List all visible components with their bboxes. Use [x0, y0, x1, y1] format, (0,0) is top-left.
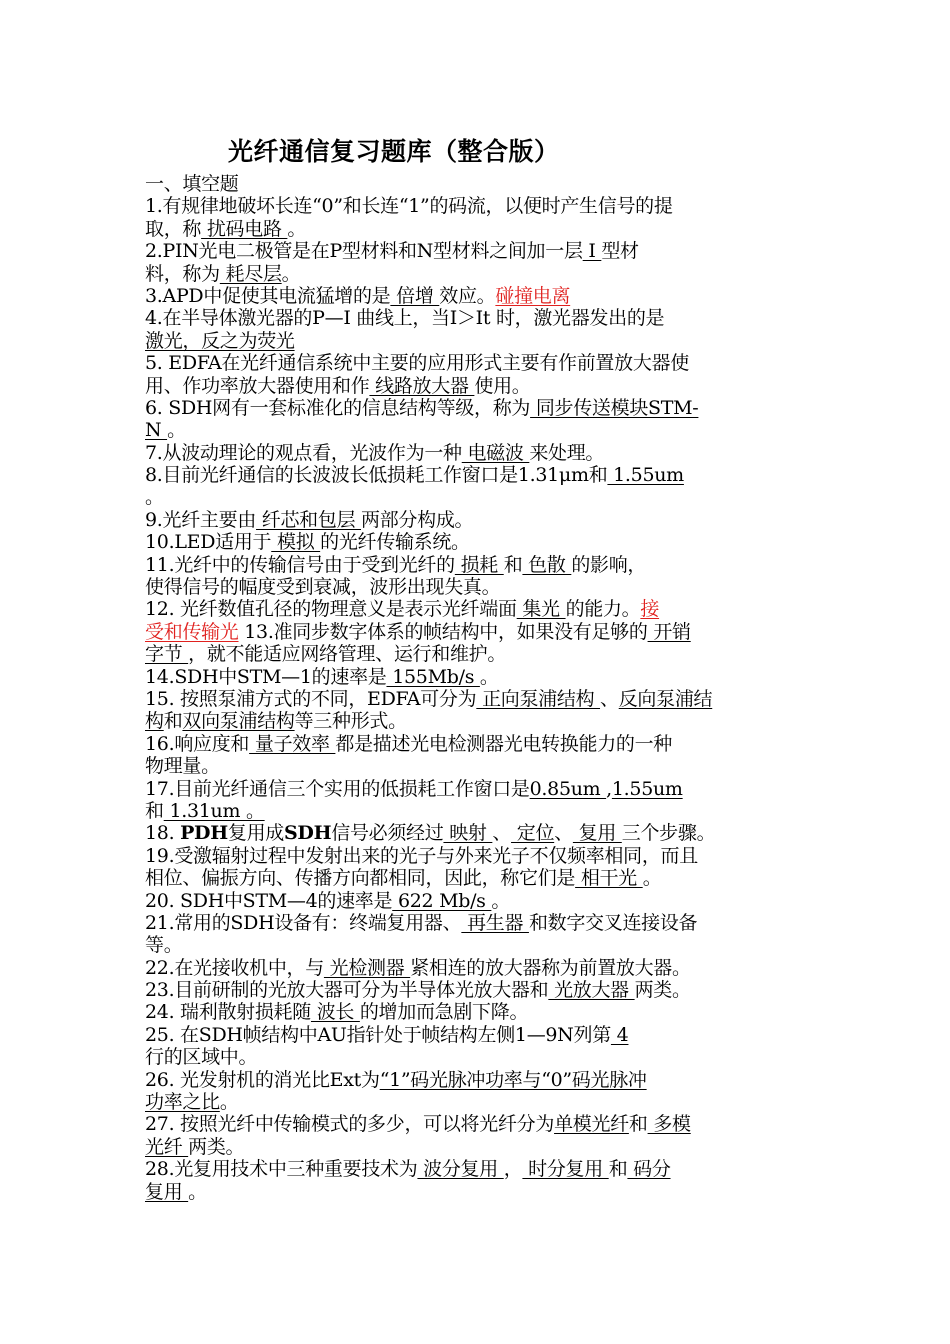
- question-text: 14.SDH中STM—1的速率是: [145, 665, 387, 688]
- question-text: 15. 按照泵浦方式的不同，EDFA可分为: [145, 687, 477, 710]
- answer-blank: N: [145, 419, 168, 442]
- answer-blank: 4: [610, 1023, 629, 1046]
- answer-blank: 单模光纤: [554, 1113, 629, 1136]
- question-text: 复用成: [227, 822, 284, 845]
- question-18: [145, 822, 813, 844]
- answer-blank: 定位: [511, 822, 555, 845]
- question-text: 料，称为: [145, 262, 220, 285]
- question-2-line-2: [145, 263, 813, 285]
- answer-blank: 扰码电路: [201, 217, 288, 240]
- question-text: 。: [188, 1180, 207, 1203]
- question-9: [145, 509, 813, 531]
- question-text: 三个步骤。: [621, 822, 716, 845]
- question-15-line-2: [145, 710, 813, 732]
- answer-blank: “1”码光脉冲功率与“0”码光脉冲: [379, 1068, 647, 1091]
- answer-blank: 反向泵浦结: [618, 687, 713, 710]
- answer-blank: 损耗: [454, 553, 504, 576]
- question-text: 1.有规律地破坏长连“0”和长连“1”的码流，以便时产生信号的提: [145, 195, 673, 218]
- question-1-line-2: [145, 218, 813, 240]
- answer-blank: 线路放大器: [369, 374, 475, 397]
- question-text: 6. SDH网有一套标准化的信息结构等级，称为: [145, 396, 531, 419]
- answer-blank: 622 Mb/s: [392, 889, 492, 912]
- question-text: 的能力。: [565, 598, 641, 621]
- answer-blank: 色散: [522, 553, 572, 576]
- question-text: 22.在光接收机中，与: [145, 956, 324, 979]
- question-26-line-1: [145, 1069, 813, 1091]
- question-1-line-1: [145, 195, 813, 217]
- answer-blank: 0.85um: [529, 777, 607, 800]
- question-text: 两类。: [188, 1135, 245, 1158]
- question-text: 27. 按照光纤中传输模式的多少，可以将光纤分为: [145, 1113, 555, 1136]
- answer-blank: 模拟: [271, 531, 321, 554]
- answer-blank: 电磁波: [461, 441, 530, 464]
- question-12-line-2: [145, 621, 813, 643]
- question-7: [145, 442, 813, 464]
- question-text: 18.: [145, 822, 181, 845]
- question-23: [145, 979, 813, 1001]
- question-text: 。: [145, 486, 164, 509]
- answer-blank: 纤芯和包层: [256, 508, 362, 531]
- answer-blank: 耗尽层: [219, 262, 282, 285]
- question-text: 10.LED适用于: [145, 531, 272, 554]
- question-3: [145, 285, 813, 307]
- question-8-line-2: [145, 486, 813, 508]
- question-text: 相位、偏振方向、传播方向都相同，因此，称它们是: [145, 867, 576, 890]
- question-text: ，: [503, 1158, 523, 1181]
- question-text: 。: [642, 867, 662, 890]
- question-15-line-1: [145, 688, 813, 710]
- answer-blank: 构: [145, 710, 164, 733]
- question-text: 行的区域中。: [145, 1046, 258, 1069]
- question-text: 3.APD中促使其电流猛增的是: [145, 284, 391, 307]
- question-text: 。: [491, 889, 511, 912]
- question-text: 的光纤传输系统。: [320, 531, 470, 554]
- question-14: [145, 666, 813, 688]
- question-text: 等。: [145, 934, 183, 957]
- question-21-line-2: [145, 934, 813, 956]
- answer-blank: 激光，反之为荧光: [145, 329, 295, 352]
- question-19-line-2: [145, 867, 813, 889]
- question-text: 20. SDH中STM—4的速率是: [145, 889, 393, 912]
- question-text: 和: [628, 1113, 648, 1136]
- question-text: 、: [492, 822, 512, 845]
- question-text: 。: [219, 1091, 239, 1114]
- question-17-line-2: [145, 800, 813, 822]
- question-17-line-1: [145, 778, 813, 800]
- question-text: 28.光复用技术中三种重要技术为: [145, 1158, 418, 1181]
- question-text: 紧相连的放大器称为前置放大器。: [410, 956, 691, 979]
- question-text: 两类。: [634, 979, 691, 1002]
- question-4-line-2: [145, 330, 813, 352]
- question-text: 。: [479, 665, 499, 688]
- question-5-line-1: [145, 352, 813, 374]
- question-text: 12. 光纤数值孔径的物理意义是表示光纤端面: [145, 598, 517, 621]
- answer-blank: 155Mb/s: [386, 665, 480, 688]
- question-text: 使用。: [474, 374, 531, 397]
- question-text: 21.常用的SDH设备有：终端复用器、: [145, 911, 462, 934]
- answer-blank: 再生器: [461, 911, 529, 934]
- question-text: 都是描述光电检测器光电转换能力的一种: [335, 732, 673, 755]
- answer-blank: 双向泵浦结构: [182, 710, 295, 733]
- question-text: 11.光纤中的传输信号由于受到光纤的: [145, 553, 455, 576]
- question-16-line-2: [145, 755, 813, 777]
- question-27-line-2: [145, 1136, 813, 1158]
- question-text: 的增加而急剧下降。: [359, 1001, 529, 1024]
- question-12-line-1: [145, 598, 813, 620]
- question-text: 8.目前光纤通信的长波波长低损耗工作窗口是1.31μm和: [145, 464, 608, 487]
- answer-blank: 正向泵浦结构: [476, 687, 601, 710]
- red-annotation: 碰撞电离: [495, 284, 571, 307]
- question-8-line-1: [145, 464, 813, 486]
- answer-blank: 同步传送模块STM-: [530, 396, 699, 419]
- question-16-line-1: [145, 733, 813, 755]
- question-text: 。: [287, 217, 307, 240]
- question-text: 和数字交叉连接设备: [528, 911, 698, 934]
- question-text: 和: [503, 553, 523, 576]
- question-list: [145, 173, 813, 1203]
- question-11-line-1: [145, 554, 813, 576]
- question-text: 的影响，: [571, 553, 647, 576]
- question-text: 信号必须经过: [331, 822, 444, 845]
- question-text: 、: [554, 822, 573, 845]
- red-annotation: 受和传输光: [145, 620, 239, 643]
- question-text: 7.从波动理论的观点看，光波作为一种: [145, 441, 462, 464]
- answer-blank: 倍增: [390, 284, 440, 307]
- answer-blank: 多模: [647, 1113, 691, 1136]
- question-text: 来处理。: [529, 441, 605, 464]
- question-text: 。: [167, 419, 186, 442]
- question-text: 。: [281, 262, 301, 285]
- question-text: 5. EDFA在光纤通信系统中主要的应用形式主要有作前置放大器使: [145, 352, 689, 375]
- question-28-line-2: [145, 1181, 813, 1203]
- answer-blank: I: [582, 240, 602, 263]
- question-4-line-1: [145, 307, 813, 329]
- question-text: 效应。: [439, 284, 496, 307]
- answer-blank: 波长: [310, 1001, 360, 1024]
- answer-blank: 1.31um 。: [163, 799, 265, 822]
- question-text: 和: [145, 799, 164, 822]
- answer-blank: 1.55um: [607, 464, 684, 487]
- question-13-line-2: [145, 643, 813, 665]
- answer-blank: 复用: [572, 822, 622, 845]
- document-title: 光纤通信复习题库（整合版）: [228, 137, 560, 166]
- question-text: 2.PIN光电二极管是在P型材料和N型材料之间加一层: [145, 240, 583, 263]
- answer-blank: 复用: [145, 1180, 189, 1203]
- question-text: 用、作功率放大器使用和作: [145, 374, 370, 397]
- question-text: 23.目前研制的光放大器可分为半导体光放大器和: [145, 979, 549, 1002]
- question-text: 16.响应度和: [145, 732, 250, 755]
- question-text: ，就不能适应网络管理、运行和维护。: [188, 643, 507, 666]
- answer-blank: 开销: [647, 620, 691, 643]
- question-25-line-1: [145, 1024, 813, 1046]
- question-6-line-2: [145, 419, 813, 441]
- section-heading: 一、填空题: [145, 173, 239, 195]
- question-text: 型材: [601, 240, 639, 263]
- question-text: 和: [163, 710, 183, 733]
- answer-blank: 光纤: [145, 1135, 189, 1158]
- question-text: 9.光纤主要由: [145, 508, 257, 531]
- question-text: 24. 瑞利散射损耗随: [145, 1001, 311, 1024]
- answer-blank: 时分复用: [522, 1158, 609, 1181]
- answer-blank: 光检测器: [323, 956, 411, 979]
- question-text: 13.准同步数字体系的帧结构中，如果没有足够的: [238, 620, 648, 643]
- question-24: [145, 1001, 813, 1023]
- question-text: PDH: [180, 822, 228, 845]
- question-text: 19.受激辐射过程中发射出来的光子与外来光子不仅频率相同，而且: [145, 844, 698, 867]
- question-22: [145, 957, 813, 979]
- answer-blank: 量子效率: [249, 732, 336, 755]
- question-27-line-1: [145, 1113, 813, 1135]
- answer-blank: 字节: [145, 643, 189, 666]
- answer-blank: 光放大器: [548, 979, 635, 1002]
- question-11-line-2: [145, 576, 813, 598]
- question-text: 两部分构成。: [361, 508, 474, 531]
- question-text: 使得信号的幅度受到衰减，波形出现失真。: [145, 576, 501, 599]
- answer-blank: 功率之比: [145, 1091, 220, 1114]
- question-text: 4.在半导体激光器的P—I 曲线上，当I＞It 时，激光器发出的是: [145, 307, 665, 330]
- question-text: 等三种形式。: [294, 710, 407, 733]
- question-5-line-2: [145, 375, 813, 397]
- question-text: 、: [600, 687, 619, 710]
- answer-blank: 码分: [627, 1158, 671, 1181]
- question-text: 26. 光发射机的消光比Ext为: [145, 1068, 380, 1091]
- answer-blank: 波分复用: [417, 1158, 504, 1181]
- question-text: ,: [606, 777, 612, 800]
- question-21-line-1: [145, 912, 813, 934]
- question-10: [145, 531, 813, 553]
- question-6-line-1: [145, 397, 813, 419]
- question-text: 17.目前光纤通信三个实用的低损耗工作窗口是: [145, 777, 530, 800]
- question-26-line-2: [145, 1091, 813, 1113]
- question-2-line-1: [145, 240, 813, 262]
- question-text: 物理量。: [145, 755, 220, 778]
- answer-blank: 相干光: [575, 867, 643, 890]
- question-text: 和: [608, 1158, 628, 1181]
- question-25-line-2: [145, 1046, 813, 1068]
- question-text: SDH: [284, 822, 332, 845]
- answer-blank: 1.55um: [611, 777, 683, 800]
- answer-blank: 映射: [443, 822, 493, 845]
- question-text: 取，称: [145, 217, 202, 240]
- question-28-line-1: [145, 1158, 813, 1180]
- question-20: [145, 890, 813, 912]
- question-text: 25. 在SDH帧结构中AU指针处于帧结构左侧1—9N列第: [145, 1023, 611, 1046]
- red-annotation: 接: [640, 598, 660, 621]
- question-19-line-1: [145, 845, 813, 867]
- answer-blank: 集光: [516, 598, 566, 621]
